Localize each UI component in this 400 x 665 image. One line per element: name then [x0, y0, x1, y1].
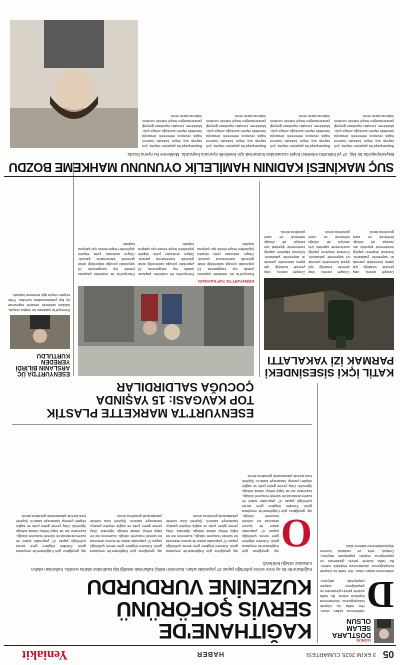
bottom-photo — [10, 20, 138, 148]
section-rule — [12, 424, 312, 425]
side-photo — [10, 315, 70, 349]
columnist-avatar — [374, 619, 394, 643]
story-body-col-1: Cinayet zanlısı, olay yerinde bıraktığı içki şişesi üzerindeki parmak izi sayesinde yakalandı. Kriminal ekiplerin yaptığı incelemede şişedeki izin zanlıya ait olduğu belirlendi ve zanlı gözaltına alındı. — [352, 230, 394, 274]
bottom-body-col-1: Bayrampaşa'da yaşanan olayda, çok sayıda suç kaydı bulunan kadının hapis cezasını ertelemek amacıyla hamilelik raporu sunduğu ortaya çıktı. Mahkeme, sunulan raporların gerçeği yansıtmadığını tespit ederek cezanın infazına karar verdi. — [334, 113, 394, 148]
side-body: Esenyurt'ta yaşanan bir başka olayda, dükkan sahibinin cesareti sayesinde üç kişi yaralanmaktan kurtuldu. Polis ekipleri olayla ilgili inceleme başlattı. — [8, 293, 70, 312]
lead-body-col-4: lay, geçtiğimiz gün Kağıthane'de meydana geldi. Edinilen bilgilere göre servis şoförlüğü yapan 47 yaşındaki adam ile kuzeni arasında bir süredir husumet olduğu, kuzeninin ise bir kişiyi tetikçi olarak tuttuğu öğrenildi. Olay yerine gelen polis ve sağlık ekipleri yaralıyı hastaneye kaldırdı. Şüpheli kısa sürede yakalanarak gözaltına alındı. — [16, 514, 86, 553]
bottom-rule — [4, 176, 396, 177]
bottom-body-col-3: Bayrampaşa'da yaşanan olayda, çok sayıda suç kaydı bulunan kadının hapis cezasını ertelemek amacıyla hamilelik raporu sunduğu ortaya çıktı. Mahkeme, sunulan raporların gerçeği yansıtmadığını tespit ederek cezanın infazına karar verdi. — [206, 113, 266, 148]
brand-logo: Yeniakit — [21, 648, 68, 663]
middle-headline-line-3: ÇOCUĞA SALDIRDILAR — [116, 380, 254, 394]
section-label: HABER — [196, 650, 224, 658]
lead-headline-line-1: KAĞITHANE'DE — [159, 619, 312, 642]
middle-body-col-1: Esenyurt'ta bir markette yaşanan plastik top kavgasında 15 yaşındaki çocuğa saldırıldığı anlar güvenlik kamerasına yansıdı. Olayın ardından polis ekipleri şüphelileri tespit etmek için çalışma başlattı. — [197, 242, 254, 276]
columnist-label: GÖRÜŞ — [356, 638, 371, 643]
lead-body-col-1-start: lay, geçtiğimiz gün Kağıthane'de meydana geldi. Edinilen bilgilere göre servis şoförlüğü yapan 47 yaşındaki adam ile kuzeni arasında bir süredir husumet olduğu, — [242, 514, 279, 553]
middle-headline-line-2: TOP KAVGASI: 15 YAŞINDA — [95, 393, 254, 407]
story-parmak-izi — [264, 181, 394, 377]
column-divider — [259, 181, 260, 377]
lead-story — [14, 561, 312, 641]
middle-photo — [78, 286, 254, 376]
folio-rule — [4, 645, 396, 646]
lead-deck: Kağıthane'de bir ay önce servis şoförlüğü yapan 47 yaşındaki adam, kuzeninin tetikçi kullanmak istediği kişi tarafından silahla vuruldu. Kullanılan silahın ruhsatsız olduğu belirlendi. — [31, 561, 312, 572]
lead-body-col-2: lay, geçtiğimiz gün Kağıthane'de meydana geldi. Edinilen bilgilere göre servis şoförlüğü yapan 47 yaşındaki adam ile kuzeni arasında bir süredir husumet olduğu, kuzeninin ise bir kişiyi tetikçi olarak tuttuğu öğrenildi. Olay yerine gelen polis ve sağlık ekipleri yaralıyı hastaneye kaldırdı. Şüpheli kısa sürede yakalanarak gözaltına alındı. — [166, 514, 238, 553]
story-headline-line-1: KATİL İÇKİ SİSESİNDEKİ — [264, 366, 394, 378]
columnist-column — [320, 383, 394, 643]
lead-body-col-3: lay, geçtiğimiz gün Kağıthane'de meydana geldi. Edinilen bilgilere göre servis şoförlüğü yapan 47 yaşındaki adam ile kuzeni arasında bir süredir husumet olduğu, kuzeninin ise bir kişiyi tetikçi olarak tuttuğu öğrenildi. Olay yerine gelen polis ve sağlık ekipleri yaralıyı hastaneye kaldırdı. Şüpheli kısa sürede yakalanarak gözaltına alındı. — [90, 514, 162, 553]
lead-headline-line-2: SERVİS ŞOFÖRÜNÜ — [116, 597, 312, 620]
lead-body — [12, 431, 312, 556]
side-kicker-line-2: ARSLANIN BİLİRDİ — [15, 364, 70, 370]
story-body-col-2: Cinayet zanlısı, olay yerinde bıraktığı içki şişesi üzerindeki parmak izi sayesinde yakalandı. Kriminal ekiplerin yaptığı incelemede şişedeki izin zanlıya ait olduğu belirlendi ve zanlı gözaltına alındı. — [308, 230, 350, 274]
columnist-title: DOSTLARA SELAM OLSUN — [332, 617, 371, 638]
bottom-body-col-4: Bayrampaşa'da yaşanan olayda, çok sayıda suç kaydı bulunan kadının hapis cezasını ertelemek amacıyla hamilelik raporu sunduğu ortaya çıktı. Mahkeme, sunulan raporların gerçeği yansıtmadığını tespit ederek cezanın infazına karar verdi. — [142, 113, 202, 148]
story-mahkeme — [6, 5, 394, 173]
story-photo — [264, 278, 394, 350]
columnist-body-start: ostlarımıza selam olsun. Her hafta bu köşede buluştuğumuz okurlarımıza teşekkür ederiz. Bu hafta sizlerle şehrin gündemini ve yaşadığımız olayları paylaşmak istiyoruz. — [320, 579, 365, 613]
side-story — [8, 162, 74, 376]
story-headline-line-2: PARMAK İZİ YAKALATTI — [267, 354, 394, 366]
side-kicker-line-3: YEREDEN KURTULDU — [36, 352, 70, 364]
story-body-col-3: Cinayet zanlısı, olay yerinde bıraktığı içki şişesi üzerindeki parmak izi sayesinde yakalandı. Kriminal ekiplerin yaptığı incelemede şişedeki izin zanlıya ait olduğu belirlendi ve zanlı gözaltına alındı. — [264, 230, 306, 274]
story-esenyurt — [8, 181, 254, 419]
side-kicker-line-1: ESENYURT'DA ÜÇ — [17, 370, 70, 376]
page-number: 05 — [382, 648, 394, 660]
issue-date: 3 EKIM 2025 CUMARTESI — [306, 651, 376, 657]
middle-photo-caption: ESENYURT'TA TOP KAVGASI — [198, 279, 254, 284]
bottom-deck: Bayrampaşa'da bir kişi, 47 yıl hükümlü erkekleri hapis cezasından kurtarmak için hamilelik oyununa başvurdu. Mahkeme bu oyunu bozdu. — [126, 152, 394, 158]
bottom-body-col-2: Bayrampaşa'da yaşanan olayda, çok sayıda suç kaydı bulunan kadının hapis cezasını ertelemek amacıyla hamilelik raporu sunduğu ortaya çıktı. Mahkeme, sunulan raporların gerçeği yansıtmadığını tespit ederek cezanın infazına karar verdi. — [270, 113, 330, 148]
lead-headline-line-3: KUZENİNE VURDURDU — [87, 575, 312, 598]
middle-headline-line-1: ESENYURT'TA MARKETTE PLASTİK — [46, 406, 254, 420]
column-divider — [317, 383, 318, 643]
middle-body-col-2: Esenyurt'ta bir markette yaşanan plastik top kavgasında 15 yaşındaki çocuğa saldırıldığı anlar güvenlik kamerasına yansıdı. Olayın ardından polis ekipleri şüphelileri tespit etmek için çalışma başlattı. — [137, 242, 195, 276]
lead-body-col-1: lay, geçtiğimiz gün Kağıthane'de meydana geldi. Edinilen bilgilere göre servis şoförlüğü yapan 47 yaşındaki adam ile kuzeni arasında bir süredir husumet olduğu, kuzeninin ise bir kişiyi tetikçi olarak tuttuğu öğrenildi. Olay yerine gelen polis ve sağlık ekipleri yaralıyı hastaneye kaldırdı. Şüpheli kısa sürede yakalanarak gözaltına alındı. — [242, 474, 312, 513]
columnist-body: ostlarımıza selam olsun. Her hafta bu köşede buluştuğumuz okurlarımıza teşekkür ederiz. Bu hafta sizlerle şehrin gündemini ve yaşadığımız olayları paylaşmak istiyoruz. Dostluk, vefa ve sadakat üzerine düşündüklerimizi kaleme aldık. — [320, 544, 394, 573]
middle-body-col-3: Esenyurt'ta bir markette yaşanan plastik top kavgasında 15 yaşındaki çocuğa saldırıldığı anlar güvenlik kamerasına yansıdı. Olayın ardından polis ekipleri şüphelileri tespit etmek için çalışma başlattı. — [77, 242, 135, 276]
bottom-headline: SUÇ MAKİNESİ KADININ HAMİLELİK OYUNUNU MAHKEME BOZDU — [8, 160, 394, 174]
columnist-drop-cap: D — [366, 573, 394, 615]
lead-drop-cap: O — [280, 511, 312, 556]
